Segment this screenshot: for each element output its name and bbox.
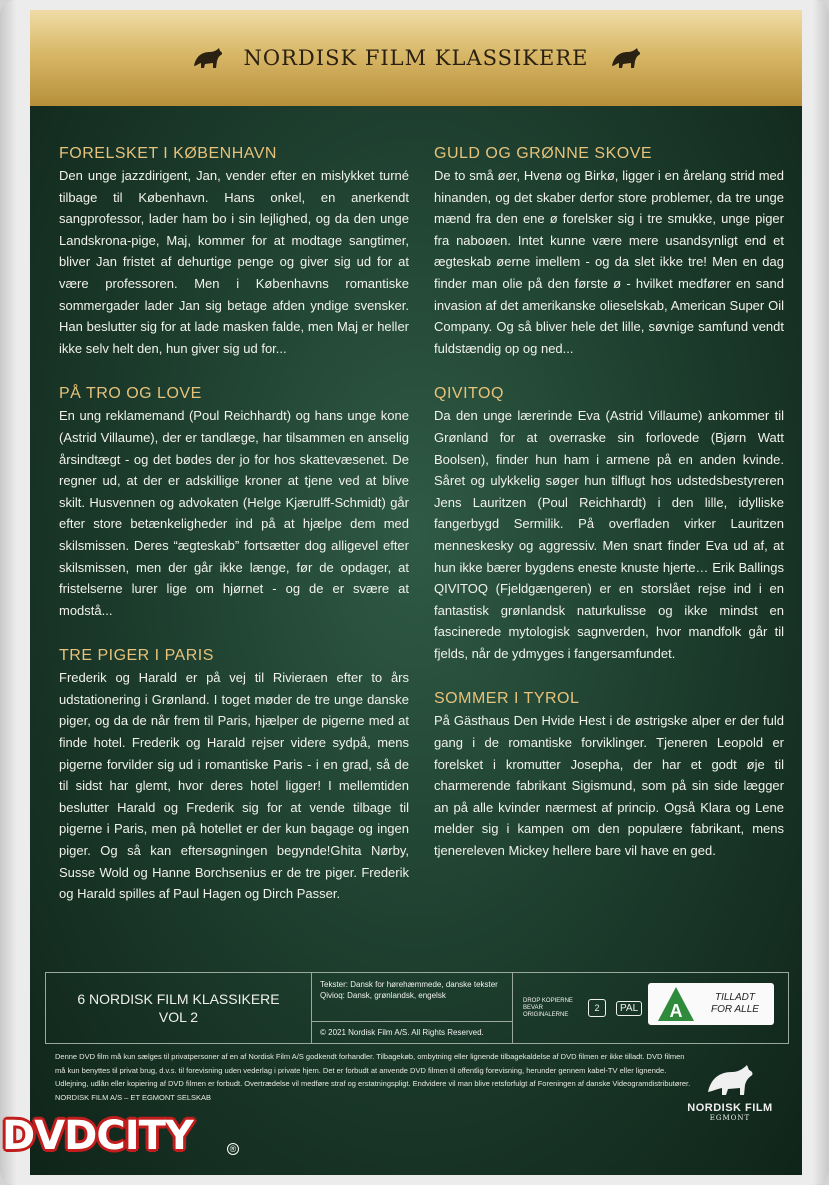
movie-description: Frederik og Harald er på vej til Rivieraen efter to års udstationering i Grønland. I toget møder de tre unge danske piger, og da de når frem til Paris, hjælper de pigerne med at finde hotel. Frederik og Harald rejser videre sydpå, mens pigerne forvilder sig ud i romantiske Paris - i en grad, så de til sidst har glemt, hvor deres hotel ligger! I mellemtiden beslutter Harald og Frederik sig for at vende tilbage til pigerne i Paris, men på hotellet er der kun bagage og ingen piger. Og så kan eftersøgningen begynde!Ghita Nørby, Susse Wold og Hanne Borchsenius er de tre piger. Frederik og Harald spilles af Paul Hagen og Dirch Passer. bbox=[59, 670, 409, 902]
age-rating-badge bbox=[648, 983, 774, 1025]
dvdcity-watermark: DVDCITY bbox=[2, 1113, 193, 1159]
movie-title: PÅ TRO OG LOVE bbox=[59, 385, 202, 403]
banner bbox=[30, 10, 802, 106]
dvd-back-cover bbox=[30, 10, 802, 1175]
movie-description: På Gästhaus Den Hvide Hest i de østrigske alper er der fuld gang i de romantiske forviklinger. Tjeneren Leopold er forelsket i kromutter Josepha, der har et godt øje til charmerende fabrikant Sigismund, som på sin side lægger an på alle kvinder nærmest af princip. Også Klara og Lene melder sig i kampen om den populære fabrikant, mens tjenereleven Mickey hellere bare vil have en ged. bbox=[434, 713, 784, 859]
movie-title: FORELSKET I KØBENHAVN bbox=[59, 145, 277, 162]
rating-letter: A bbox=[669, 1001, 683, 1021]
polar-bear-logo-icon bbox=[190, 44, 224, 72]
movie-synopsis bbox=[434, 145, 784, 359]
subtitle-info bbox=[312, 973, 513, 1043]
banner-title: NORDISK FILM KLASSIKERE bbox=[243, 46, 589, 70]
subtitle-line: Tekster: Dansk for hørehæmmede, danske tekster bbox=[320, 980, 498, 989]
registered-mark: ® bbox=[227, 1143, 239, 1155]
nordisk-film-logo bbox=[675, 1060, 785, 1122]
polar-bear-logo-icon bbox=[608, 44, 642, 72]
pal-format-badge: PAL bbox=[616, 1001, 642, 1016]
info-box bbox=[45, 972, 789, 1044]
movie-synopsis bbox=[59, 647, 409, 905]
movie-synopsis bbox=[59, 145, 409, 359]
movie-title: SOMMER I TYROL bbox=[434, 690, 580, 708]
movie-synopsis bbox=[434, 385, 784, 664]
subtitle-line: Qivioq: Dansk, grønlandsk, engelsk bbox=[320, 991, 446, 1000]
copyright-notice: © 2021 Nordisk Film A/S. All Rights Reserved. bbox=[320, 1028, 484, 1037]
movie-description: De to små øer, Hvenø og Birkø, ligger i en årelang strid med hinanden, og det skaber derfor store problemer, da tre unge mænd fra den ene ø forelsker sig i tre smukke, unge piger fra naboøen. Intet kunne være mere usandsynligt end et ægteskab øerne imellem - og da slet ikke tre! Men en dag finder man olie på den første ø - hvilket medfører en sand invasion af det amerikanske olieselskab, American Super Oil Company. Og så bliver hele det lille, søvnige samfund vendt fuldstændig op og ned... bbox=[434, 168, 784, 356]
format-icons bbox=[513, 973, 788, 1043]
legal-disclaimer: Denne DVD film må kun sælges til privatpersoner af en af Nordisk Film A/S godkendt forhandler. Tilbagekøb, ombytning eller lignende tilbagekaldelse af DVD filmen er ikke tilladt. DVD filmen må kun benyttes til privat brug, d.v.s. til forevisning uden vederlag i private hjem. Det er forbudt at anvende DVD filmen til offentlig forevisning, herunder gennem kabel-TV eller lignende. Udlejning, udlån eller kopiering af DVD filmen er forbudt. Overtrædelse vil medføre straf og erstatningspligt. Endvidere vil man blive retsforfulgt af Foreningen af danske Videogramdistributører. NORDISK FILM A/S – ET EGMONT SELSKAB bbox=[55, 1052, 691, 1102]
movie-synopsis bbox=[434, 690, 784, 861]
movie-title: TRE PIGER I PARIS bbox=[59, 647, 214, 665]
region-code-badge: 2 bbox=[588, 999, 606, 1017]
subtitle-languages bbox=[312, 973, 512, 1022]
rating-triangle-icon bbox=[656, 984, 696, 1024]
studio-name: NORDISK FILM bbox=[687, 1102, 773, 1114]
movie-description: Da den unge lærerinde Eva (Astrid Villaume) ankommer til Grønland for at overraske sin forlovede (Bjørn Watt Boolsen), finder hun ham i armene på en anden kvinde. Såret og ulykkelig søger hun tilflugt hos udstedsbestyreren Jens Lauritzen (Poul Reichhardt) i den lille, idylliske fangerbygd Sermilik. På overfladen virker Lauritzen menneskesky og aggressiv. Men snart finder Eva ud af, at hun ikke bærer bygdens eneste knuste hjerte… Erik Ballings QIVITOQ (Fjeldgængeren) er en storslået rejse ind i en fantastisk grønlandsk naturkulisse og ikke mindst en fascinerede mytologisk sagnverden, hvor mandfolk går til fjelds, når de ydmyges i fangersamfundet. bbox=[434, 408, 784, 661]
right-column bbox=[434, 145, 784, 888]
polar-bear-logo-icon bbox=[702, 1060, 758, 1100]
movie-description: Den unge jazzdirigent, Jan, vender efter en mislykket turné tilbage til København. Hans onkel, en anerkendt sangprofessor, lader ham bo i sin lejlighed, og da den unge Landskrona-pige, Maj, kommer for at modtage sangtimer, bliver Jan fristet af dehurtige penge og giver sig ud for at være professoren. Men i Københavns romantiske sommergader lader Jan sig betage afden yndige svensker. Han beslutter sig for at lade masken falde, men Maj er heller ikke selv helt den, hun giver sig ud for... bbox=[59, 168, 409, 356]
anti-piracy-label: DROP KOPIERNE BEVAR ORIGINALERNE bbox=[523, 997, 573, 1018]
studio-parent: EGMONT bbox=[709, 1114, 751, 1122]
rating-line: FOR ALLE bbox=[711, 1004, 759, 1015]
collection-title: 6 NORDISK FILM KLASSIKERE bbox=[77, 991, 280, 1007]
movie-synopsis bbox=[59, 385, 409, 621]
left-column bbox=[59, 145, 409, 931]
movie-title: QIVITOQ bbox=[434, 385, 504, 403]
rating-text bbox=[696, 992, 774, 1016]
movie-description: En ung reklamemand (Poul Reichhardt) og hans unge kone (Astrid Villaume), der er tandlæge, har tilsammen en anselig årsindtægt - og det bødes der jo for hos skattevæsenet. De regner ud, at der er adskillige kroner at tjene ved at blive skilt. Husvennen og advokaten (Helge Kjærulff-Schmidt) går efter store betænkeligheder ind på at hjælpe dem med skilsmissen. Deres “ægteskab” fortsætter dog alligevel efter skilsmissen, men der går ikke længe, før de opdager, at fristelserne lurer lige om hjørnet - og de er svære at modstå... bbox=[59, 408, 409, 618]
collection-label bbox=[46, 973, 312, 1043]
rating-line: TILLADT bbox=[714, 992, 755, 1003]
collection-volume: VOL 2 bbox=[158, 1009, 199, 1025]
movie-title: GULD OG GRØNNE SKOVE bbox=[434, 145, 653, 162]
